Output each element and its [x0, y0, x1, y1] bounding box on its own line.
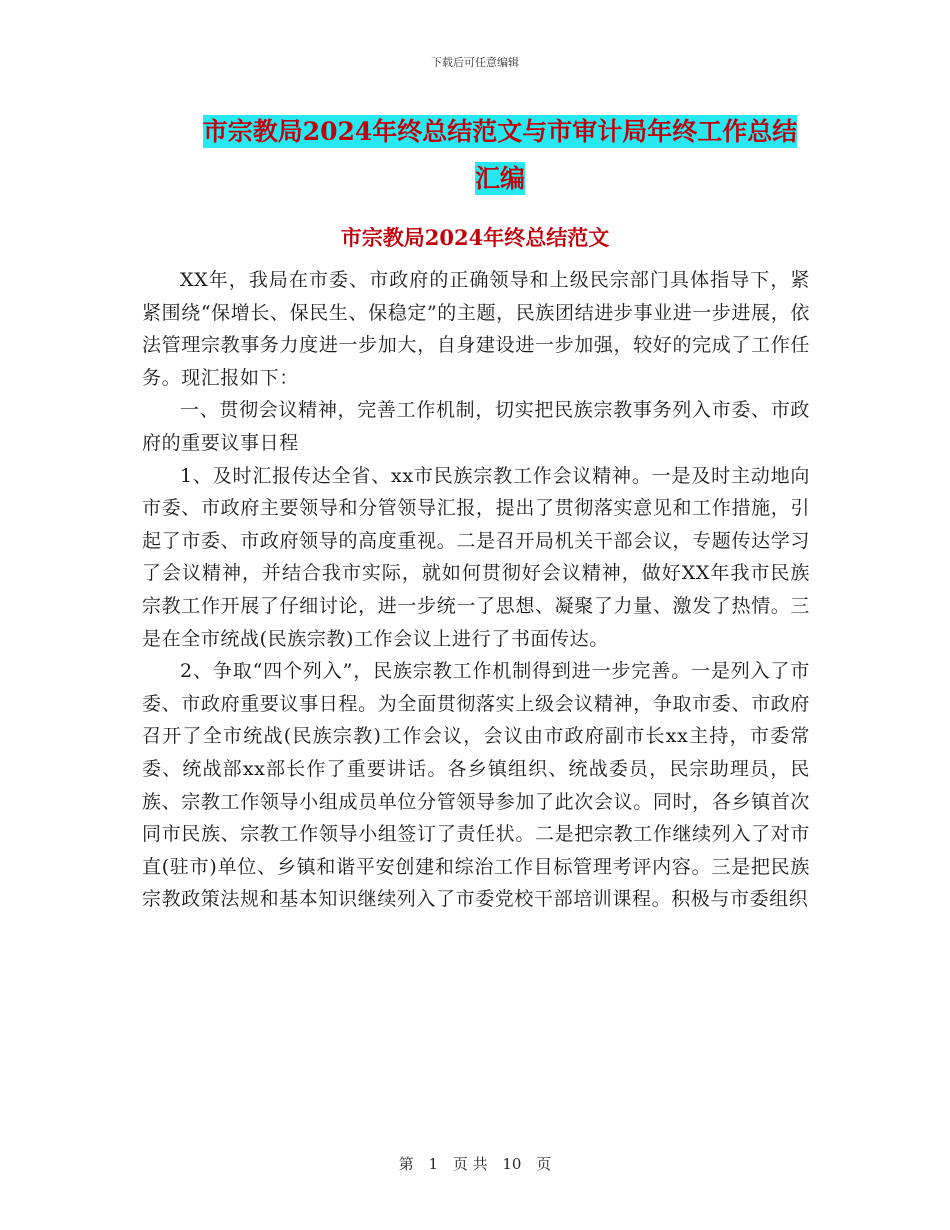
- footer-total-pages: 10: [502, 1155, 522, 1173]
- page-footer: [0, 1153, 950, 1174]
- section-title: 市宗教局2024年终总结范文: [340, 225, 610, 250]
- footer-suffix: 页: [536, 1155, 552, 1173]
- footer-mid: 页 共: [452, 1155, 488, 1173]
- main-title-line1: 市宗教局2024年终总结范文与市审计局年终工作总结: [202, 117, 798, 146]
- main-title-line2: 汇编: [474, 164, 525, 193]
- body-text: [142, 264, 810, 916]
- main-title: [140, 108, 860, 202]
- paragraph: 1、及时汇报传达全省、xx市民族宗教工作会议精神。一是及时主动地向市委、市政府主要领导和分管领导汇报，提出了贯彻落实意见和工作措施，引起了市委、市政府领导的高度重视。二是召开局机关干部会议，专题传达学习了会议精神，并结合我市实际，就如何贯彻好会议精神，做好XX年我市民族宗教工作开展了仔细讨论，进一步统一了思想、凝聚了力量、激发了热情。三是在全市统战(民族宗教)工作会议上进行了书面传达。: [142, 464, 810, 650]
- paragraph: 2、争取“四个列入”，民族宗教工作机制得到进一步完善。一是列入了市委、市政府重要议事日程。为全面贯彻落实上级会议精神，争取市委、市政府召开了全市统战(民族宗教)工作会议，会议由市政府副市长xx主持，市委常委、统战部xx部长作了重要讲话。各乡镇组织、统战委员，民宗助理员，民族、宗教工作领导小组成员单位分管领导参加了此次会议。同时，各乡镇首次同市民族、宗教工作领导小组签订了责任状。二是把宗教工作继续列入了对市直(驻市)单位、乡镇和谐平安创建和综治工作目标管理考评内容。三是把民族宗教政策法规和基本知识继续列入了市委党校干部培训课程。积极与市委组织: [142, 660, 810, 911]
- header-note: 下载后可任意编辑: [431, 56, 519, 69]
- footer-prefix: 第: [398, 1155, 414, 1173]
- paragraph: XX年，我局在市委、市政府的正确领导和上级民宗部门具体指导下，紧紧围绕“保增长、保民生、保稳定”的主题，民族团结进步事业进一步进展，依法管理宗教事务力度进一步加大，自身建设进一步加强，较好的完成了工作任务。现汇报如下：: [142, 269, 810, 389]
- paragraph: 一、贯彻会议精神，完善工作机制，切实把民族宗教事务列入市委、市政府的重要议事日程: [142, 399, 810, 454]
- footer-page-number: 1: [428, 1155, 439, 1173]
